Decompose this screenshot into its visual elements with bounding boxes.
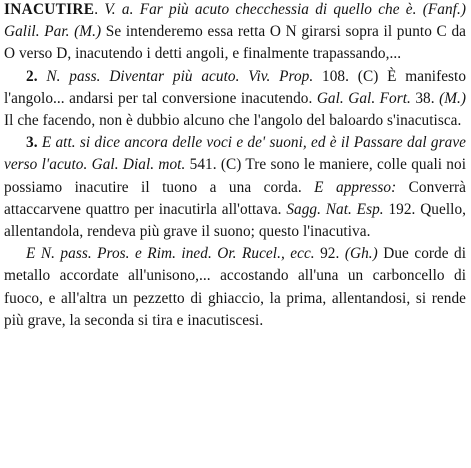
citation-tag: (M.) <box>74 23 102 41</box>
citation-work: Sagg. Nat. Esp. <box>286 200 384 218</box>
citation-tag: (M.) <box>439 89 467 107</box>
grammar-label: V. a. <box>104 1 134 18</box>
headword: INACUTIRE <box>4 1 95 18</box>
appresso-label: E appresso: <box>314 178 397 196</box>
entry-sense-2 <box>4 66 466 133</box>
definition: Far più acuto checchessia di quello che è. <box>139 1 417 18</box>
citation-tag: (Gh.) <box>344 245 378 263</box>
quotation: Se intenderemo essa retta O N girarsi sopra il punto C da O verso D, inacutendo i detti angoli, e finalmente trapassando,... <box>4 23 466 63</box>
sense-number: 2. <box>26 67 38 85</box>
quotation: È manifesto l'angolo... andarsi per tal conversione inacutendo. <box>4 67 467 107</box>
citation-work: Viv. Prop. <box>248 67 314 85</box>
entry-sense-4 <box>4 243 466 332</box>
citation-work: Gal. Dial. mot. <box>91 156 186 174</box>
quotation: Il che facendo, non è dubbio alcuno che l'angolo del baloardo s'inacutisca. <box>4 112 462 130</box>
quotation: Tre sono le maniere, colle quali noi possiamo inacutire il tuono a una corda. <box>4 156 467 196</box>
definition: Diventar più acuto. <box>109 67 240 85</box>
citation-work: Pros. e Rim. ined. Or. Rucel., ecc. <box>97 245 315 263</box>
citation-number: 541. <box>189 156 217 174</box>
citation-work: Gal. Gal. Fort. <box>316 89 411 107</box>
grammar-label: N. pass. <box>46 67 101 85</box>
citation-tag: (C) <box>220 156 242 174</box>
citation-number: 38. <box>415 89 435 107</box>
citation-source: (Fanf.) <box>422 1 467 18</box>
citation-number: 108. <box>322 67 350 85</box>
quotation: Due corde di metallo accordate all'unisono,... accostando all'una un carboncello di fuoco, e all'altra un pezzetto di ghiaccio, la prima, allentandosi, si rende più grave, la seconda si tira e inacutiscesi. <box>4 245 467 329</box>
entry-sense-3 <box>4 132 466 243</box>
citation-work: Galil. Par. <box>4 23 70 41</box>
sense-number: 3. <box>26 134 38 152</box>
quotation: Converrà attaccarvene quattro per inacutirla all'ottava. <box>4 178 466 218</box>
citation-number: 192. <box>388 200 416 218</box>
quotation: Quello, allentandola, rendeva più grave il suono; questo l'inacutiva. <box>4 200 467 241</box>
grammar-label: E N. pass. <box>26 245 92 263</box>
definition: E att. si dice ancora delle voci e de' suoni, ed è il Passare dal grave verso l'acuto. <box>4 134 467 174</box>
citation-tag: (C) <box>357 67 379 85</box>
entry-sense-1: INACUTIRE. V. a. Far più acuto checchessia di quello che è. (Fanf.) Galil. Par. (M.) Se intenderemo essa retta O N girarsi sopra il punto C da O verso D, inacutendo i detti angoli, e finalmente trapassando,... <box>4 1 467 63</box>
citation-number: 92. <box>320 245 340 263</box>
